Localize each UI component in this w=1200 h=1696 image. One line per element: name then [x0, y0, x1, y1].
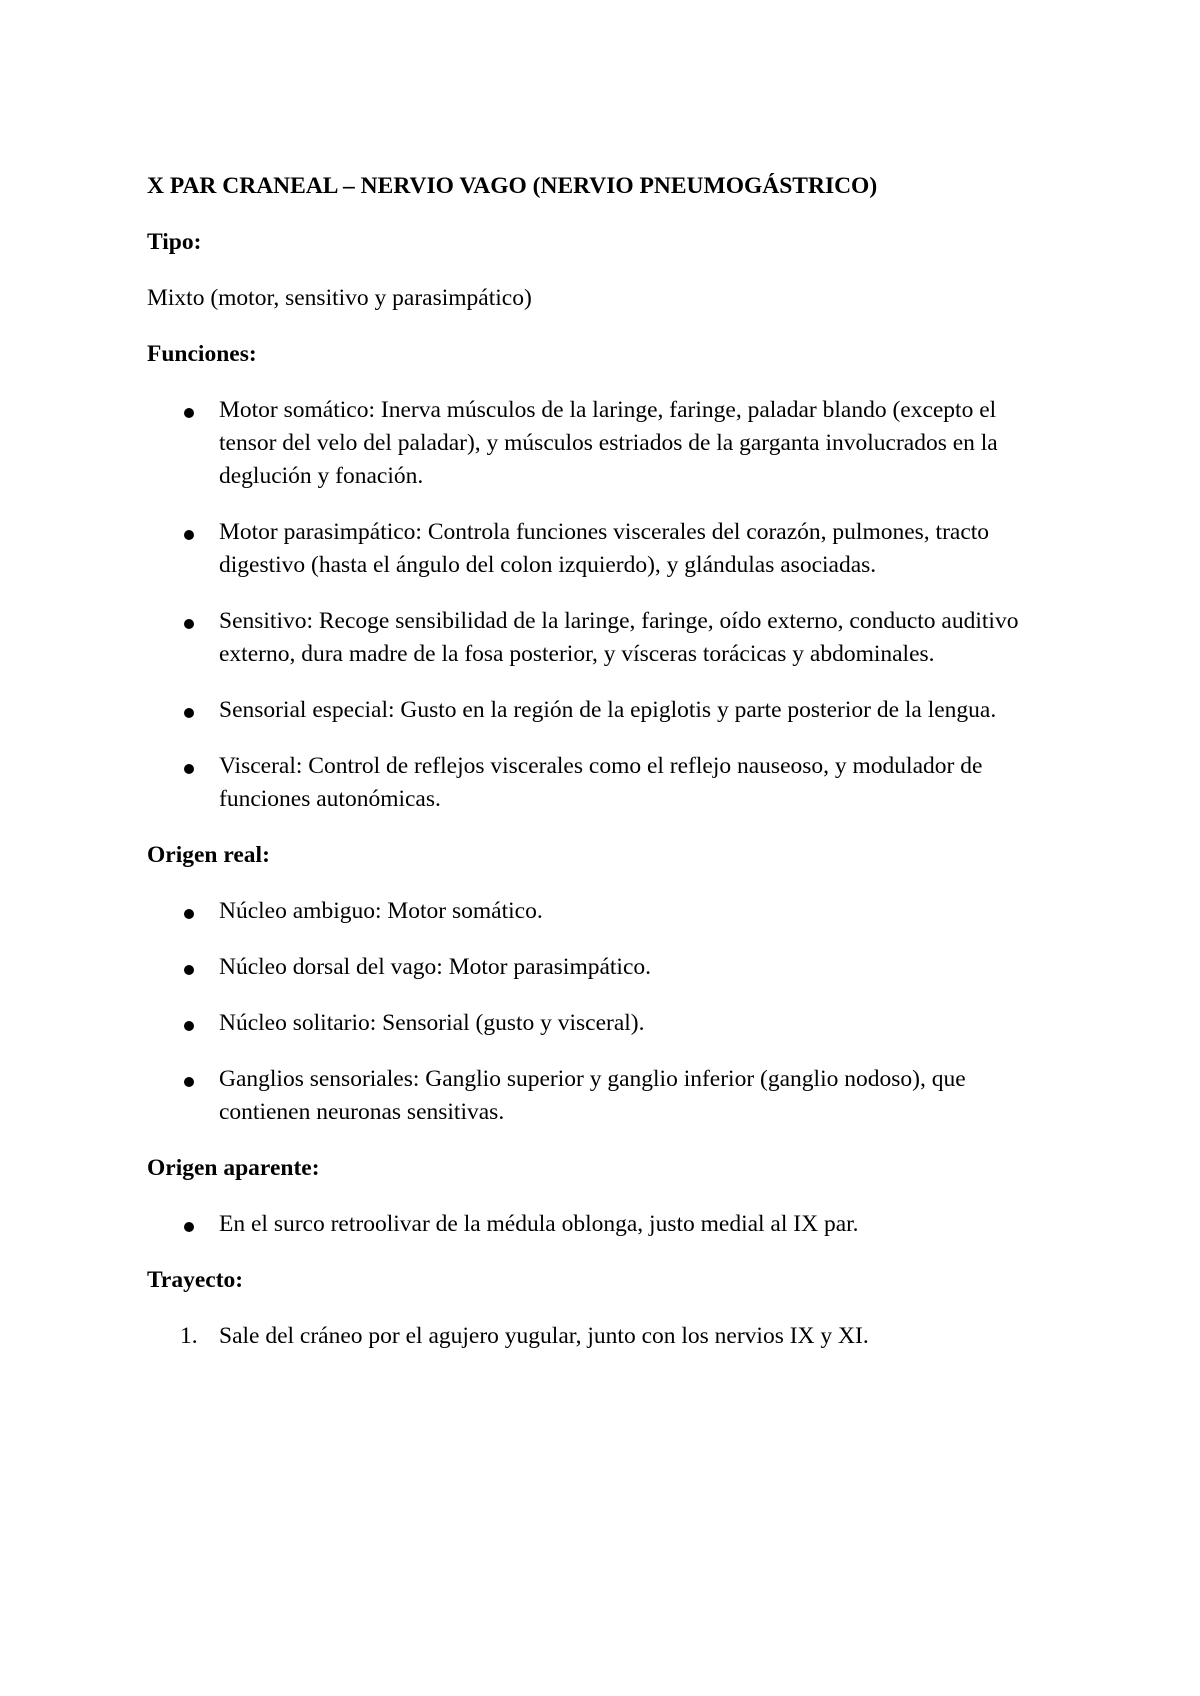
list-item: [147, 394, 1052, 493]
bullet-icon: [184, 1222, 194, 1232]
list-item-text: Núcleo dorsal del vago: Motor parasimpático.: [219, 954, 652, 980]
document-page: [147, 170, 1052, 1376]
bullet-icon: [184, 1077, 194, 1087]
origen-aparente-list: [147, 1208, 1052, 1241]
list-item: [147, 1320, 1052, 1353]
bullet-icon: [184, 708, 194, 718]
list-item-text: En el surco retroolivar de la médula oblonga, justo medial al IX par.: [219, 1211, 859, 1237]
list-item-text: Motor parasimpático: Controla funciones viscerales del corazón, pulmones, tracto digestivo (hasta el ángulo del colon izquierdo), y glándulas asociadas.: [219, 519, 990, 578]
list-item-text: Sensorial especial: Gusto en la región de la epiglotis y parte posterior de la lengua.: [219, 697, 997, 723]
heading-trayecto: Trayecto:: [147, 1267, 244, 1293]
list-item: [147, 895, 1052, 928]
list-item: [147, 1208, 1052, 1241]
trayecto-list: [147, 1320, 1052, 1353]
list-item-text: Núcleo solitario: Sensorial (gusto y visceral).: [219, 1010, 645, 1036]
bullet-icon: [184, 965, 194, 975]
step-number: 1.: [180, 1323, 198, 1349]
document-title: X PAR CRANEAL – NERVIO VAGO (NERVIO PNEUMOGÁSTRICO): [147, 173, 878, 199]
origen-real-list: [147, 895, 1052, 1129]
list-item-text: Motor somático: Inerva músculos de la laringe, faringe, paladar blando (excepto el tensor del velo del paladar), y músculos estriados de la garganta involucrados en la deglución y fonación.: [219, 397, 998, 489]
list-item: [147, 605, 1052, 671]
bullet-icon: [184, 764, 194, 774]
list-item: [147, 1063, 1052, 1129]
heading-origen-real: Origen real:: [147, 842, 270, 868]
heading-tipo: Tipo:: [147, 229, 202, 255]
list-item-text: Ganglios sensoriales: Ganglio superior y ganglio inferior (ganglio nodoso), que contienen neuronas sensitivas.: [219, 1066, 966, 1125]
list-item: [147, 951, 1052, 984]
funciones-list: [147, 394, 1052, 816]
list-item: [147, 1007, 1052, 1040]
list-item-text: Núcleo ambiguo: Motor somático.: [219, 898, 543, 924]
bullet-icon: [184, 909, 194, 919]
bullet-icon: [184, 1021, 194, 1031]
heading-funciones: Funciones:: [147, 341, 257, 367]
list-item-text: Sensitivo: Recoge sensibilidad de la laringe, faringe, oído externo, conducto auditivo externo, dura madre de la fosa posterior, y vísceras torácicas y abdominales.: [219, 608, 1019, 667]
list-item-text: Visceral: Control de reflejos viscerales como el reflejo nauseoso, y modulador de funciones autonómicas.: [219, 753, 983, 812]
bullet-icon: [184, 530, 194, 540]
list-item-text: Sale del cráneo por el agujero yugular, junto con los nervios IX y XI.: [219, 1323, 869, 1349]
list-item: [147, 694, 1052, 727]
tipo-text: Mixto (motor, sensitivo y parasimpático): [147, 285, 532, 311]
list-item: [147, 750, 1052, 816]
bullet-icon: [184, 408, 194, 418]
heading-origen-aparente: Origen aparente:: [147, 1155, 320, 1181]
bullet-icon: [184, 619, 194, 629]
list-item: [147, 516, 1052, 582]
